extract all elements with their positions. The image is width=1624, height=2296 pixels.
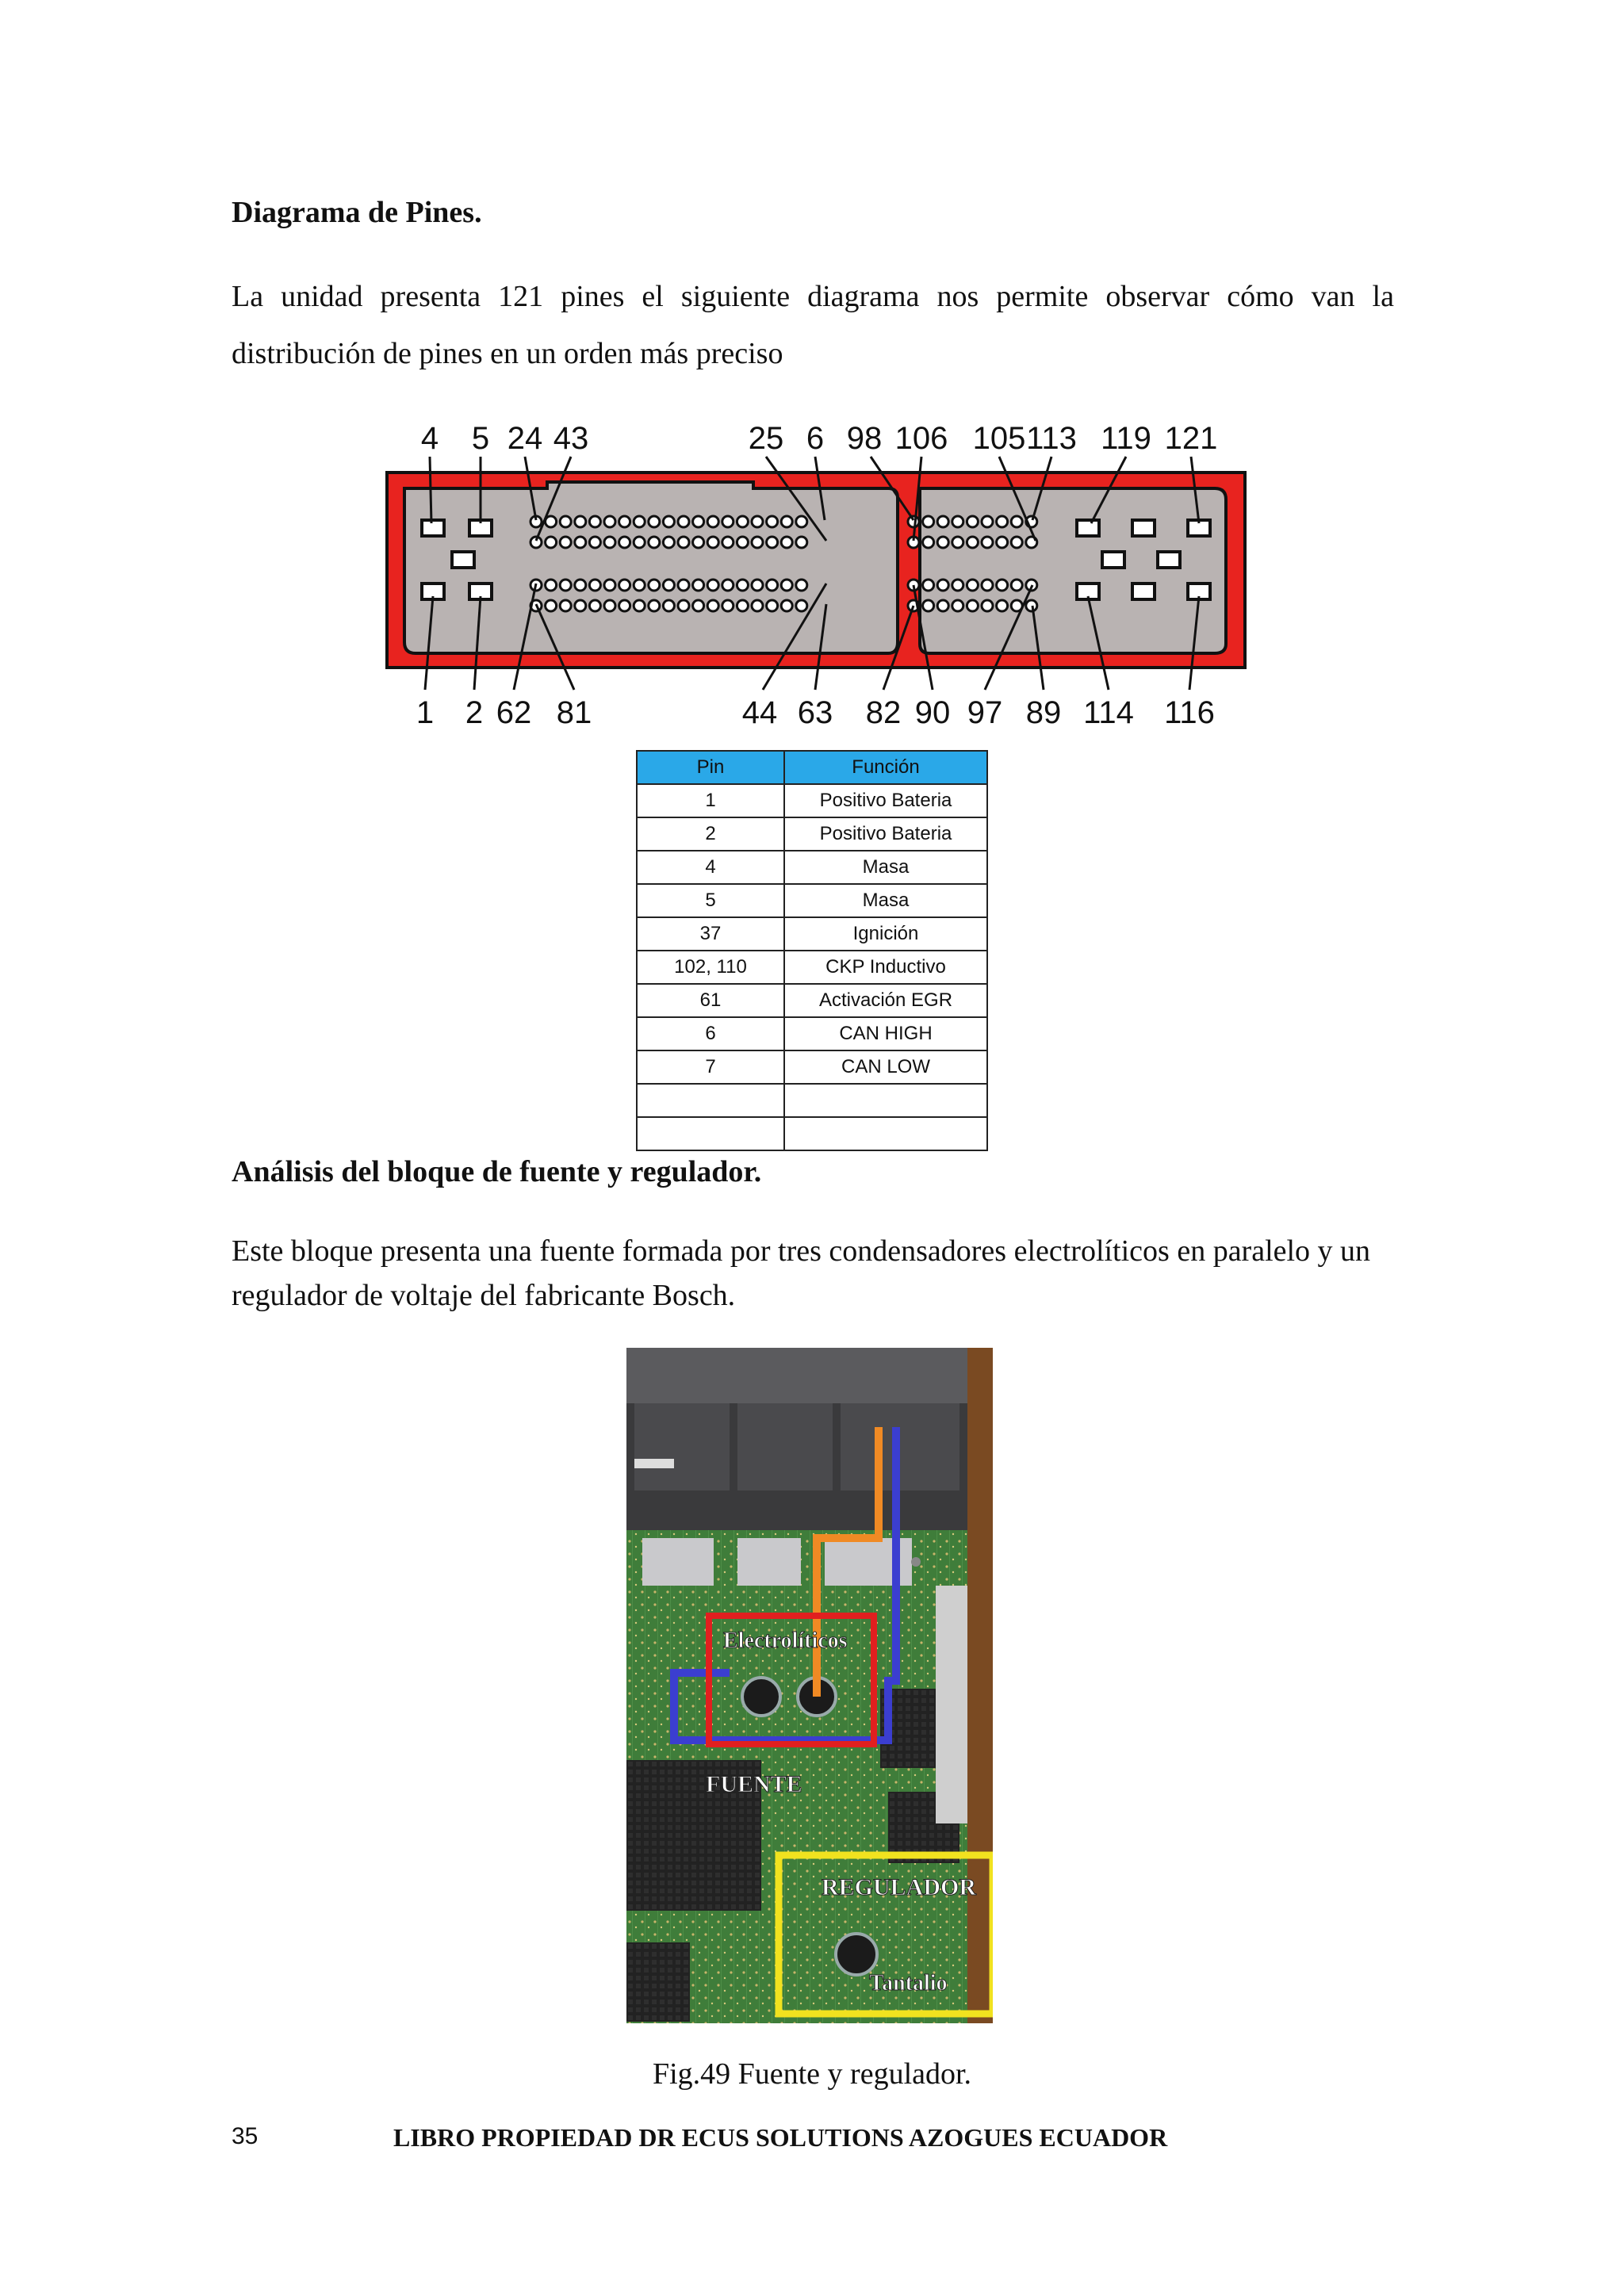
round-pin bbox=[752, 537, 763, 548]
round-pin bbox=[649, 580, 660, 591]
round-pin bbox=[796, 516, 807, 527]
round-pin bbox=[663, 600, 674, 611]
round-pin bbox=[663, 537, 674, 548]
round-pin bbox=[937, 600, 948, 611]
round-pin bbox=[923, 580, 934, 591]
top-pin-labels bbox=[421, 421, 1218, 456]
round-pin bbox=[997, 537, 1008, 548]
round-pin bbox=[967, 537, 978, 548]
round-pin bbox=[737, 516, 748, 527]
round-pin bbox=[781, 600, 792, 611]
round-pin bbox=[634, 600, 645, 611]
round-pin bbox=[560, 537, 571, 548]
cell-funcion bbox=[784, 1117, 987, 1150]
header-pin: Pin bbox=[637, 751, 784, 784]
cell-pin bbox=[637, 1117, 784, 1150]
cell-pin: 4 bbox=[637, 851, 784, 884]
round-pin bbox=[589, 516, 600, 527]
table-row bbox=[637, 984, 987, 1017]
section-heading-pines: Diagrama de Pines. bbox=[232, 196, 482, 229]
round-pin bbox=[678, 516, 689, 527]
pin-label-bottom: 116 bbox=[1164, 695, 1215, 729]
round-pin bbox=[737, 537, 748, 548]
pin-label-bottom: 1 bbox=[416, 695, 435, 729]
round-pin bbox=[796, 600, 807, 611]
round-pin bbox=[604, 516, 615, 527]
cell-funcion: Activación EGR bbox=[784, 984, 987, 1017]
round-pin bbox=[678, 580, 689, 591]
square-pin bbox=[1158, 552, 1180, 568]
cell-funcion bbox=[784, 1084, 987, 1117]
round-pin bbox=[707, 537, 718, 548]
pin-label-top: 106 bbox=[894, 421, 948, 456]
round-pin bbox=[560, 516, 571, 527]
round-pin bbox=[767, 516, 778, 527]
pin-label-top: 25 bbox=[748, 421, 784, 456]
round-pin bbox=[575, 600, 586, 611]
square-pin bbox=[1132, 520, 1155, 536]
label-fuente: FUENTE bbox=[706, 1771, 802, 1797]
pin-label-bottom: 114 bbox=[1083, 695, 1134, 729]
round-pin bbox=[982, 516, 993, 527]
round-pin bbox=[722, 516, 733, 527]
pin-label-top: 24 bbox=[507, 421, 543, 456]
pcb-photo bbox=[626, 1348, 993, 2023]
round-pin bbox=[546, 580, 557, 591]
round-pin bbox=[619, 580, 630, 591]
round-pin bbox=[604, 600, 615, 611]
table-row bbox=[637, 817, 987, 851]
round-pin bbox=[707, 600, 718, 611]
round-pin bbox=[781, 580, 792, 591]
cell-pin: 61 bbox=[637, 984, 784, 1017]
pin-label-top: 6 bbox=[806, 421, 825, 456]
round-pin bbox=[604, 580, 615, 591]
round-pin bbox=[722, 600, 733, 611]
round-pin bbox=[619, 516, 630, 527]
pin-label-top: 113 bbox=[1026, 421, 1077, 456]
round-pin bbox=[649, 600, 660, 611]
round-pin bbox=[693, 537, 704, 548]
round-pin bbox=[796, 580, 807, 591]
round-pin bbox=[678, 537, 689, 548]
round-pin bbox=[967, 516, 978, 527]
round-pin bbox=[693, 600, 704, 611]
round-pin bbox=[575, 580, 586, 591]
round-pin bbox=[589, 600, 600, 611]
pin-label-bottom: 2 bbox=[465, 695, 484, 729]
round-pin bbox=[767, 537, 778, 548]
round-pin bbox=[796, 537, 807, 548]
round-pin bbox=[589, 580, 600, 591]
round-pin bbox=[604, 537, 615, 548]
cell-funcion: Masa bbox=[784, 884, 987, 917]
page-number: 35 bbox=[232, 2123, 259, 2149]
round-pin bbox=[781, 516, 792, 527]
round-pin bbox=[982, 537, 993, 548]
round-pin bbox=[722, 580, 733, 591]
square-pin bbox=[1077, 520, 1099, 536]
connector-body bbox=[387, 473, 1245, 668]
round-pin bbox=[546, 537, 557, 548]
fuente-paragraph: Este bloque presenta una fuente formada por tres condensadores electrolíticos en paralelo y un regulador de voltaje del fabricante Bosch. bbox=[232, 1234, 1371, 1312]
header-funcion: Función bbox=[784, 751, 987, 784]
round-pin bbox=[619, 537, 630, 548]
round-pin bbox=[1011, 516, 1022, 527]
section-heading-fuente: Análisis del bloque de fuente y regulador. bbox=[232, 1155, 762, 1188]
round-pin bbox=[707, 580, 718, 591]
cell-pin: 37 bbox=[637, 917, 784, 951]
table-row bbox=[637, 1050, 987, 1084]
cell-pin: 102, 110 bbox=[637, 951, 784, 984]
round-pin bbox=[649, 516, 660, 527]
round-pin bbox=[678, 600, 689, 611]
pin-label-bottom: 82 bbox=[865, 695, 902, 729]
cell-pin: 6 bbox=[637, 1017, 784, 1050]
square-pin bbox=[422, 520, 444, 536]
table-header-row bbox=[637, 751, 987, 784]
round-pin bbox=[908, 516, 919, 527]
cell-funcion: Ignición bbox=[784, 917, 987, 951]
round-pin bbox=[923, 537, 934, 548]
round-pin bbox=[546, 516, 557, 527]
round-pin bbox=[952, 537, 963, 548]
pin-label-bottom: 90 bbox=[914, 695, 951, 729]
pin-label-top: 43 bbox=[553, 421, 589, 456]
pin-label-top: 5 bbox=[471, 421, 490, 456]
round-pin bbox=[997, 580, 1008, 591]
round-pin bbox=[752, 516, 763, 527]
round-pin bbox=[560, 580, 571, 591]
round-pin bbox=[722, 537, 733, 548]
round-pin bbox=[767, 580, 778, 591]
round-pin bbox=[952, 516, 963, 527]
round-pin bbox=[634, 537, 645, 548]
pin-label-top: 121 bbox=[1164, 421, 1218, 456]
table-row bbox=[637, 1117, 987, 1150]
table-row bbox=[637, 1084, 987, 1117]
round-pin bbox=[634, 580, 645, 591]
cell-funcion: CKP Inductivo bbox=[784, 951, 987, 984]
footer-text: LIBRO PROPIEDAD DR ECUS SOLUTIONS AZOGUES ECUADOR bbox=[393, 2123, 1168, 2152]
table-row bbox=[637, 917, 987, 951]
pin-label-bottom: 44 bbox=[741, 695, 778, 729]
round-pin bbox=[589, 537, 600, 548]
round-pin bbox=[923, 516, 934, 527]
pin-label-bottom: 97 bbox=[967, 695, 1003, 729]
round-pin bbox=[619, 600, 630, 611]
round-pin bbox=[1011, 537, 1022, 548]
pin-label-top: 98 bbox=[846, 421, 883, 456]
pin-label-top: 119 bbox=[1101, 421, 1151, 456]
round-pin bbox=[982, 580, 993, 591]
cell-funcion: Positivo Bateria bbox=[784, 817, 987, 851]
table-row bbox=[637, 951, 987, 984]
round-pin bbox=[693, 516, 704, 527]
cell-pin: 5 bbox=[637, 884, 784, 917]
round-pin bbox=[937, 516, 948, 527]
pin-label-bottom: 81 bbox=[556, 695, 592, 729]
round-pin bbox=[997, 600, 1008, 611]
cell-pin bbox=[637, 1084, 784, 1117]
round-pin bbox=[997, 516, 1008, 527]
cell-funcion: Positivo Bateria bbox=[784, 784, 987, 817]
round-pin bbox=[737, 580, 748, 591]
pin-diagram bbox=[381, 412, 1253, 729]
round-pin bbox=[693, 580, 704, 591]
connector-housing-right bbox=[920, 488, 1226, 653]
square-pin bbox=[1102, 552, 1124, 568]
table-row bbox=[637, 884, 987, 917]
round-pin bbox=[634, 516, 645, 527]
round-pin bbox=[967, 600, 978, 611]
round-pin bbox=[649, 537, 660, 548]
round-pin bbox=[952, 580, 963, 591]
cell-pin: 7 bbox=[637, 1050, 784, 1084]
round-pin bbox=[982, 600, 993, 611]
round-pin bbox=[737, 600, 748, 611]
intro-paragraph: La unidad presenta 121 pines el siguiente diagrama nos permite observar cómo van la distribución de pines en un orden más preciso bbox=[232, 280, 1394, 370]
round-pin bbox=[1011, 580, 1022, 591]
label-electroliticos: Electrolíticos bbox=[723, 1628, 848, 1653]
round-pin bbox=[663, 580, 674, 591]
table-row bbox=[637, 784, 987, 817]
bottom-pin-labels bbox=[416, 695, 1215, 729]
round-pin bbox=[752, 600, 763, 611]
figure-caption: Fig.49 Fuente y regulador. bbox=[652, 2057, 972, 2091]
round-pin bbox=[575, 516, 586, 527]
round-pin bbox=[1026, 600, 1037, 611]
round-pin bbox=[952, 600, 963, 611]
pin-label-top: 4 bbox=[420, 421, 439, 456]
round-pin bbox=[767, 600, 778, 611]
round-pin bbox=[752, 580, 763, 591]
cell-funcion: CAN LOW bbox=[784, 1050, 987, 1084]
round-pin bbox=[707, 516, 718, 527]
pin-label-bottom: 89 bbox=[1025, 695, 1062, 729]
round-pin bbox=[546, 600, 557, 611]
pin-label-bottom: 63 bbox=[797, 695, 833, 729]
cell-pin: 1 bbox=[637, 784, 784, 817]
pin-label-top: 105 bbox=[972, 421, 1026, 456]
round-pin bbox=[937, 537, 948, 548]
cell-funcion: CAN HIGH bbox=[784, 1017, 987, 1050]
pin-label-bottom: 62 bbox=[496, 695, 532, 729]
label-tantalio: Tantalio bbox=[869, 1971, 948, 1996]
round-pin bbox=[937, 580, 948, 591]
table-row bbox=[637, 851, 987, 884]
round-pin bbox=[560, 600, 571, 611]
round-pin bbox=[967, 580, 978, 591]
round-pin bbox=[575, 537, 586, 548]
square-pin bbox=[452, 552, 474, 568]
table-row bbox=[637, 1017, 987, 1050]
cell-funcion: Masa bbox=[784, 851, 987, 884]
pin-function-table bbox=[636, 750, 988, 1151]
label-regulador: REGULADOR bbox=[822, 1874, 977, 1900]
cell-pin: 2 bbox=[637, 817, 784, 851]
round-pin bbox=[923, 600, 934, 611]
leader-line bbox=[430, 457, 431, 523]
round-pin bbox=[781, 537, 792, 548]
round-pin bbox=[663, 516, 674, 527]
square-pin bbox=[1132, 584, 1155, 599]
